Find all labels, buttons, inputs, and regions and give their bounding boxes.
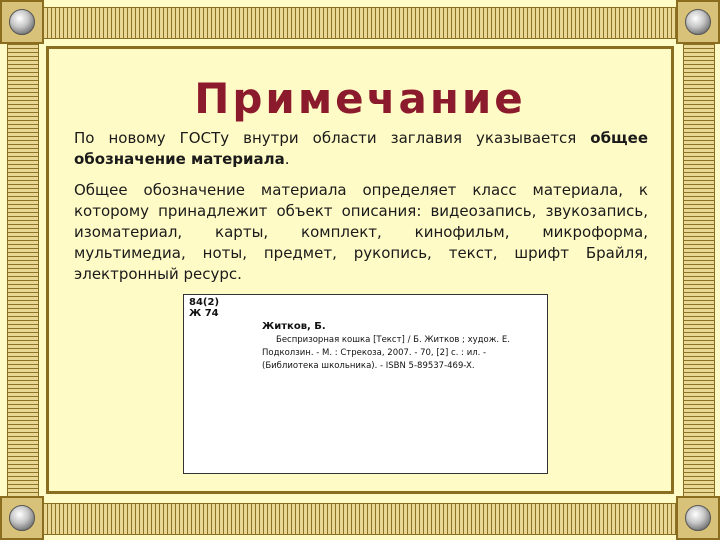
card-author: Житков, Б. — [262, 321, 326, 332]
paragraph1-end: . — [284, 150, 290, 168]
corner-top-right — [676, 0, 720, 44]
corner-knob-icon — [685, 505, 711, 531]
corner-knob-icon — [9, 9, 35, 35]
card-classification-code: 84(2) — [189, 297, 220, 308]
corner-top-left — [0, 0, 44, 44]
corner-bottom-left — [0, 496, 44, 540]
frame-top-bar — [40, 7, 680, 39]
card-description-line: (Библиотека школьника). - ISBN 5-89537-469-X. — [262, 361, 475, 371]
slide-title: Примечание — [194, 74, 526, 123]
card-author-mark: Ж 74 — [189, 308, 219, 319]
paragraph-gost-note — [74, 128, 648, 170]
card-description-line: Подколзин. - М. : Стрекоза, 2007. - 70, [2] с. : ил. - — [262, 348, 487, 358]
card-description-line: Беспризорная кошка [Текст] / Б. Житков ; худож. Е. — [276, 335, 510, 345]
paragraph-material-classes: Общее обозначение материала определяет класс материала, к которому принадлежит объект описания: видеозапись, звукозапись, изоматериал, карты, комплект, кинофильм, микроформа, мультимедиа, ноты, предмет, рукопись, текст, шрифт Брайля, электронный ресурс. — [74, 181, 648, 283]
corner-bottom-right — [676, 496, 720, 540]
catalog-card-image — [183, 294, 548, 474]
corner-knob-icon — [9, 505, 35, 531]
paragraph1-bold-term: общее обозначение материала — [74, 129, 648, 168]
frame-bottom-bar — [40, 503, 680, 535]
paragraph1-text: По новому ГОСТу внутри области заглавия указывается — [74, 129, 591, 147]
corner-knob-icon — [685, 9, 711, 35]
